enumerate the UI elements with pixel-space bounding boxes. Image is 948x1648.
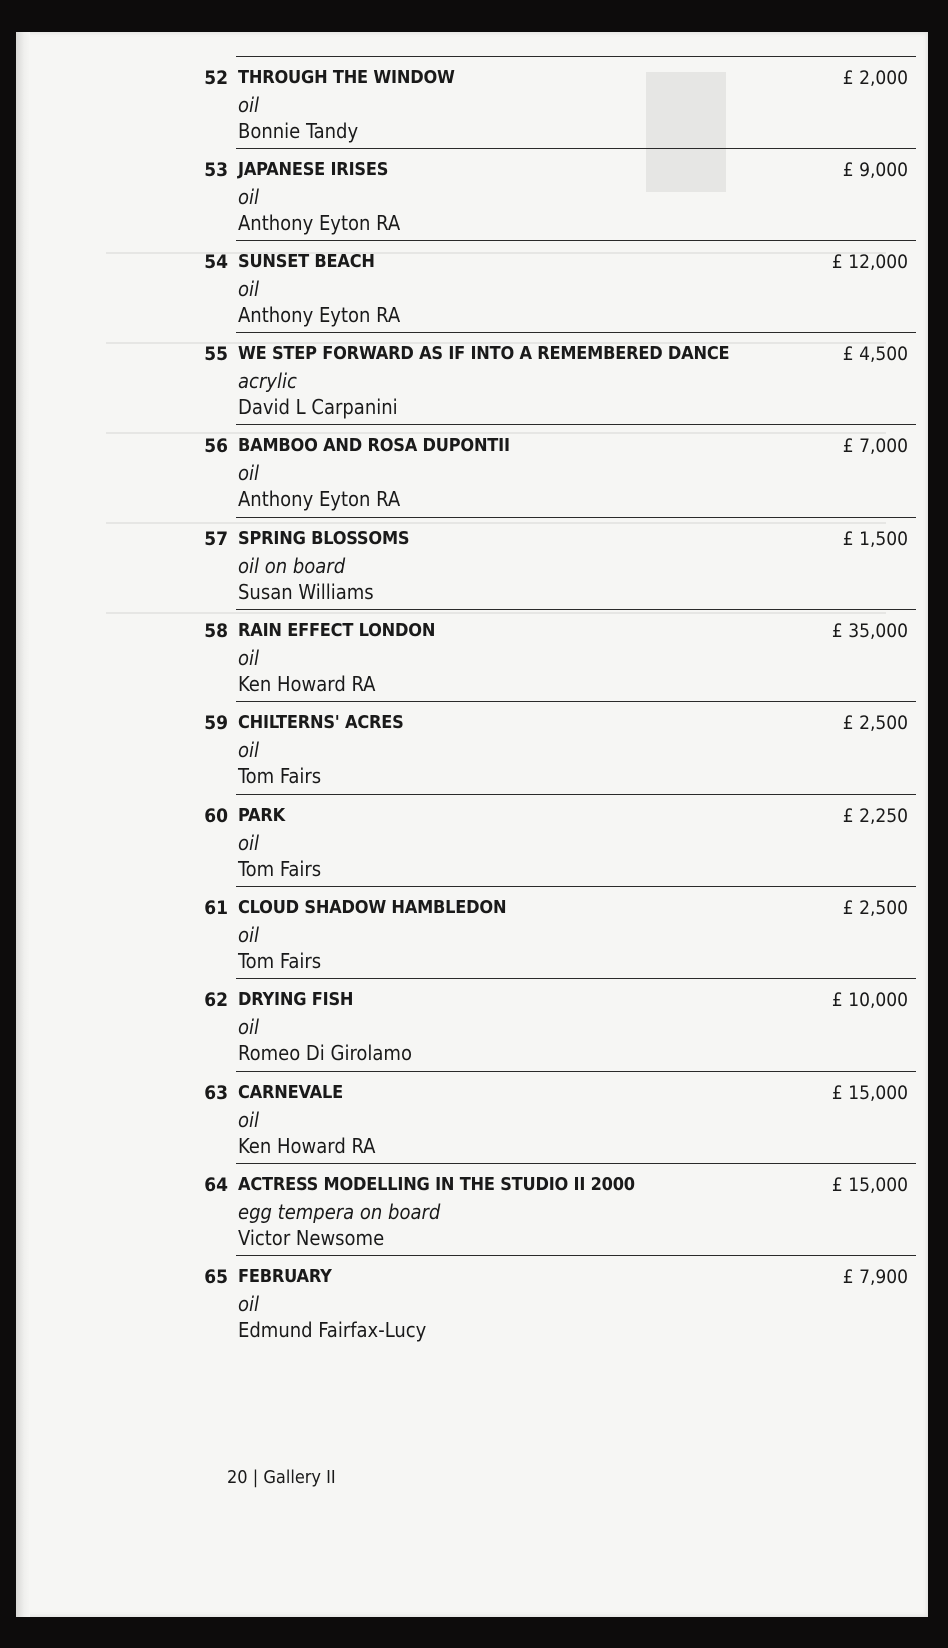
entry-divider (236, 978, 916, 979)
entry-title: BAMBOO AND ROSA DUPONTII (238, 435, 510, 456)
entry-price: £ 15,000 (831, 1174, 908, 1196)
entry-price: £ 2,500 (842, 712, 908, 734)
entry-title: JAPANESE IRISES (238, 159, 389, 180)
artwork-entry (16, 1071, 928, 1163)
entry-artist: Tom Fairs (238, 857, 322, 881)
artwork-entry (16, 609, 928, 701)
entry-title: DRYING FISH (238, 989, 354, 1010)
entry-divider (236, 609, 916, 610)
artwork-entry (16, 517, 928, 609)
entry-divider (236, 240, 916, 241)
entry-medium: oil (238, 185, 260, 209)
entry-price: £ 2,250 (842, 805, 908, 827)
artwork-entry (16, 240, 928, 332)
entry-artist: Anthony Eyton RA (238, 487, 401, 511)
entry-number: 53 (204, 159, 228, 181)
entry-artist: Victor Newsome (238, 1226, 385, 1250)
artwork-entry (16, 332, 928, 424)
entry-medium: oil (238, 461, 260, 485)
entry-number: 65 (204, 1266, 228, 1288)
entry-title: WE STEP FORWARD AS IF INTO A REMEMBERED DANCE (238, 343, 730, 364)
entry-artist: Anthony Eyton RA (238, 211, 401, 235)
entry-title: PARK (238, 805, 285, 826)
artwork-entry (16, 1163, 928, 1255)
entry-artist: David L Carpanini (238, 395, 398, 419)
artwork-entry (16, 886, 928, 978)
entry-title: SUNSET BEACH (238, 251, 375, 272)
artwork-entry (16, 701, 928, 793)
entry-artist: Tom Fairs (238, 949, 322, 973)
entry-price: £ 4,500 (842, 343, 908, 365)
entry-divider (236, 701, 916, 702)
artwork-entry (16, 424, 928, 516)
catalogue-page (16, 32, 928, 1617)
entry-artist: Edmund Fairfax-Lucy (238, 1318, 427, 1342)
entry-divider (236, 1163, 916, 1164)
entry-number: 64 (204, 1174, 228, 1196)
entry-medium: oil (238, 1292, 260, 1316)
entry-number: 61 (204, 897, 228, 919)
entry-price: £ 2,000 (842, 67, 908, 89)
entry-medium: oil (238, 1108, 260, 1132)
entry-title: ACTRESS MODELLING IN THE STUDIO II 2000 (238, 1174, 635, 1195)
entry-title: CHILTERNS' ACRES (238, 712, 404, 733)
entry-price: £ 12,000 (831, 251, 908, 273)
entry-divider (236, 794, 916, 795)
entry-divider (236, 332, 916, 333)
entry-number: 60 (204, 805, 228, 827)
entry-price: £ 7,900 (842, 1266, 908, 1288)
entry-price: £ 1,500 (842, 528, 908, 550)
entry-divider (236, 56, 916, 57)
artwork-entry (16, 794, 928, 886)
entry-number: 57 (204, 528, 228, 550)
artwork-entry (16, 148, 928, 240)
entry-price: £ 10,000 (831, 989, 908, 1011)
entry-artist: Romeo Di Girolamo (238, 1041, 412, 1065)
entry-medium: oil (238, 646, 260, 670)
entry-medium: oil on board (238, 554, 346, 578)
entry-price: £ 7,000 (842, 435, 908, 457)
entry-artist: Ken Howard RA (238, 1134, 376, 1158)
entry-artist: Ken Howard RA (238, 672, 376, 696)
entry-artist: Tom Fairs (238, 764, 322, 788)
entry-price: £ 2,500 (842, 897, 908, 919)
entry-price: £ 35,000 (831, 620, 908, 642)
entry-artist: Susan Williams (238, 580, 374, 604)
entry-artist: Bonnie Tandy (238, 119, 359, 143)
entry-number: 62 (204, 989, 228, 1011)
entry-price: £ 15,000 (831, 1082, 908, 1104)
artwork-entry (16, 56, 928, 148)
entry-number: 56 (204, 435, 228, 457)
entry-medium: acrylic (238, 369, 297, 393)
entry-number: 52 (204, 67, 228, 89)
entry-divider (236, 1071, 916, 1072)
entry-divider (236, 886, 916, 887)
entry-number: 55 (204, 343, 228, 365)
artwork-entry (16, 978, 928, 1070)
entry-title: RAIN EFFECT LONDON (238, 620, 436, 641)
entry-number: 58 (204, 620, 228, 642)
entry-divider (236, 1255, 916, 1256)
entry-title: THROUGH THE WINDOW (238, 67, 455, 88)
entry-divider (236, 517, 916, 518)
entry-number: 59 (204, 712, 228, 734)
entry-medium: oil (238, 277, 260, 301)
page-footer: 20 | Gallery II (227, 1467, 336, 1488)
entry-title: SPRING BLOSSOMS (238, 528, 410, 549)
entry-medium: oil (238, 831, 260, 855)
entry-medium: egg tempera on board (238, 1200, 441, 1224)
entry-medium: oil (238, 738, 260, 762)
entry-medium: oil (238, 1015, 260, 1039)
entry-title: CARNEVALE (238, 1082, 343, 1103)
entry-price: £ 9,000 (842, 159, 908, 181)
entry-number: 54 (204, 251, 228, 273)
artwork-entry (16, 1255, 928, 1347)
entry-divider (236, 424, 916, 425)
entry-title: FEBRUARY (238, 1266, 332, 1287)
entry-title: CLOUD SHADOW HAMBLEDON (238, 897, 507, 918)
entry-artist: Anthony Eyton RA (238, 303, 401, 327)
entry-number: 63 (204, 1082, 228, 1104)
entry-medium: oil (238, 923, 260, 947)
entry-medium: oil (238, 93, 260, 117)
entry-divider (236, 148, 916, 149)
